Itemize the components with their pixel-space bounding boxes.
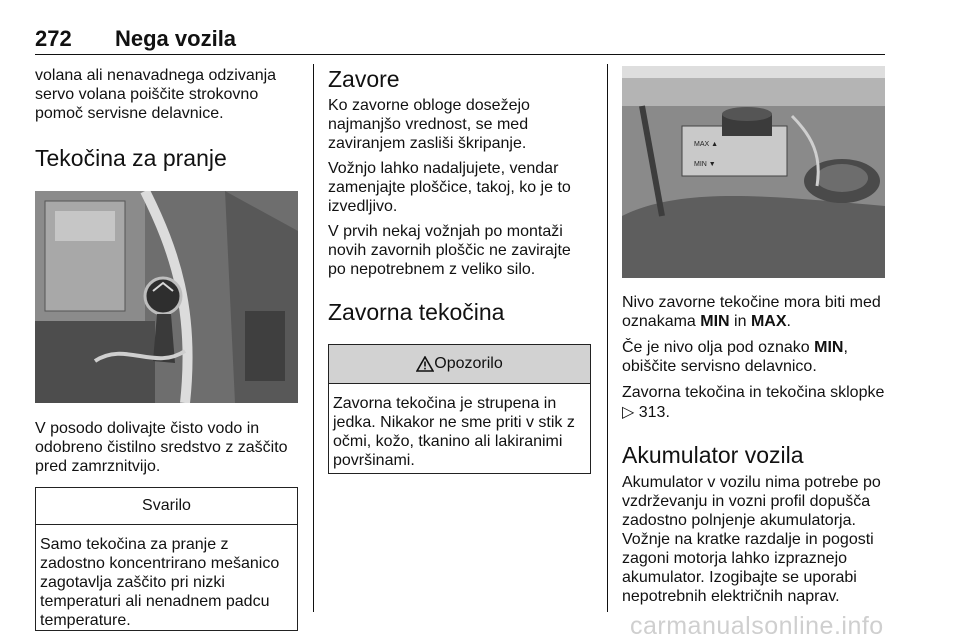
brakes-paragraph-1: Ko zavorne obloge dosežejo najmanjšo vrednost, se med zaviranjem zasliši škripanje. bbox=[328, 97, 530, 152]
brake-fluid-reservoir-photo bbox=[622, 66, 885, 278]
battery-paragraph: Akumulator v vozilu nima potrebe po vzdrževanju in vozni profil dopušča zadostno polnjenje akumulatorja. Vožnje na kratke razdalje in pogosti zagoni motorja lahko izpraznejo akumulator. Izogibajte se uporabi nepotrebnih električnih naprav. bbox=[622, 474, 881, 605]
text-span: Če je nivo olja pod oznako bbox=[622, 339, 815, 356]
warning-header bbox=[329, 345, 590, 384]
warning-title: Opozorilo bbox=[434, 355, 503, 372]
text-span: , obiščite servisno delavnico. bbox=[622, 339, 848, 375]
notice-text: Samo tekočina za pranje z zadostno koncentrirano mešanico zagotavlja zaščito pri nizki temperaturi ali nenadnem padcu temperature. bbox=[40, 536, 280, 629]
min-keyword: MIN bbox=[700, 313, 730, 330]
section-heading-battery: Akumulator vozila bbox=[622, 442, 804, 468]
max-keyword: MAX bbox=[750, 313, 787, 330]
notice-title: Svarilo bbox=[36, 488, 297, 525]
page-reference-link[interactable]: 313. bbox=[634, 404, 670, 421]
text-span: in bbox=[729, 313, 751, 330]
brakes-paragraph-3: V prvih nekaj vožnjah po montaži novih zavornih ploščic ne zavirajte po nepotrebnem z veliko silo. bbox=[328, 223, 571, 278]
cross-reference-paragraph bbox=[622, 383, 887, 422]
brakes-paragraph-2: Vožnjo lahko nadaljujete, vendar zamenjajte ploščice, takoj, ko je to izvedljivo. bbox=[328, 160, 571, 215]
column-1 bbox=[35, 66, 300, 631]
text-span: . bbox=[786, 313, 791, 330]
column-2 bbox=[328, 66, 593, 474]
section-heading-brake-fluid: Zavorna tekočina bbox=[328, 299, 505, 325]
page-header-title: Nega vozila bbox=[115, 26, 237, 51]
washer-fluid-reservoir-photo bbox=[35, 191, 298, 403]
section-heading-brakes: Zavore bbox=[328, 66, 400, 92]
header-rule bbox=[35, 54, 885, 55]
min-keyword: MIN bbox=[814, 339, 844, 356]
washer-reservoir-illustration bbox=[35, 191, 298, 403]
warning-triangle-icon bbox=[416, 356, 434, 372]
notice-box bbox=[35, 487, 298, 631]
brake-reservoir-illustration bbox=[622, 66, 885, 278]
brake-fluid-low-paragraph bbox=[622, 338, 887, 376]
brake-fluid-level-paragraph bbox=[622, 293, 887, 331]
washer-fluid-caption: V posodo dolivajte čisto vodo in odobreno čistilno sredstvo z zaščito pred zamrznitvijo. bbox=[35, 420, 288, 475]
column-divider-1 bbox=[313, 64, 314, 612]
text-span: Zavorna tekočina in tekočina sklopke bbox=[622, 384, 885, 401]
warning-text: Zavorna tekočina je strupena in jedka. Nikakor ne sme priti v stik z očmi, kožo, tkanino ali lakiranimi površinami. bbox=[333, 395, 575, 469]
text-span: Nivo zavorne tekočine mora biti med oznakama bbox=[622, 294, 881, 330]
page-reference-icon[interactable]: ▷ bbox=[622, 402, 635, 421]
min-mark-label: MIN ▼ bbox=[694, 161, 716, 168]
page-number: 272 bbox=[35, 26, 72, 51]
warning-box bbox=[328, 344, 591, 474]
max-mark-label: MAX ▲ bbox=[694, 141, 719, 148]
section-heading-washer-fluid: Tekočina za pranje bbox=[35, 145, 227, 171]
intro-paragraph: volana ali nenavadnega odzivanja servo volana poiščite strokovno pomoč servisne delavnice. bbox=[35, 67, 277, 122]
column-divider-2 bbox=[607, 64, 608, 612]
watermark: carmanualsonline.info bbox=[630, 612, 884, 640]
column-3 bbox=[622, 66, 887, 606]
